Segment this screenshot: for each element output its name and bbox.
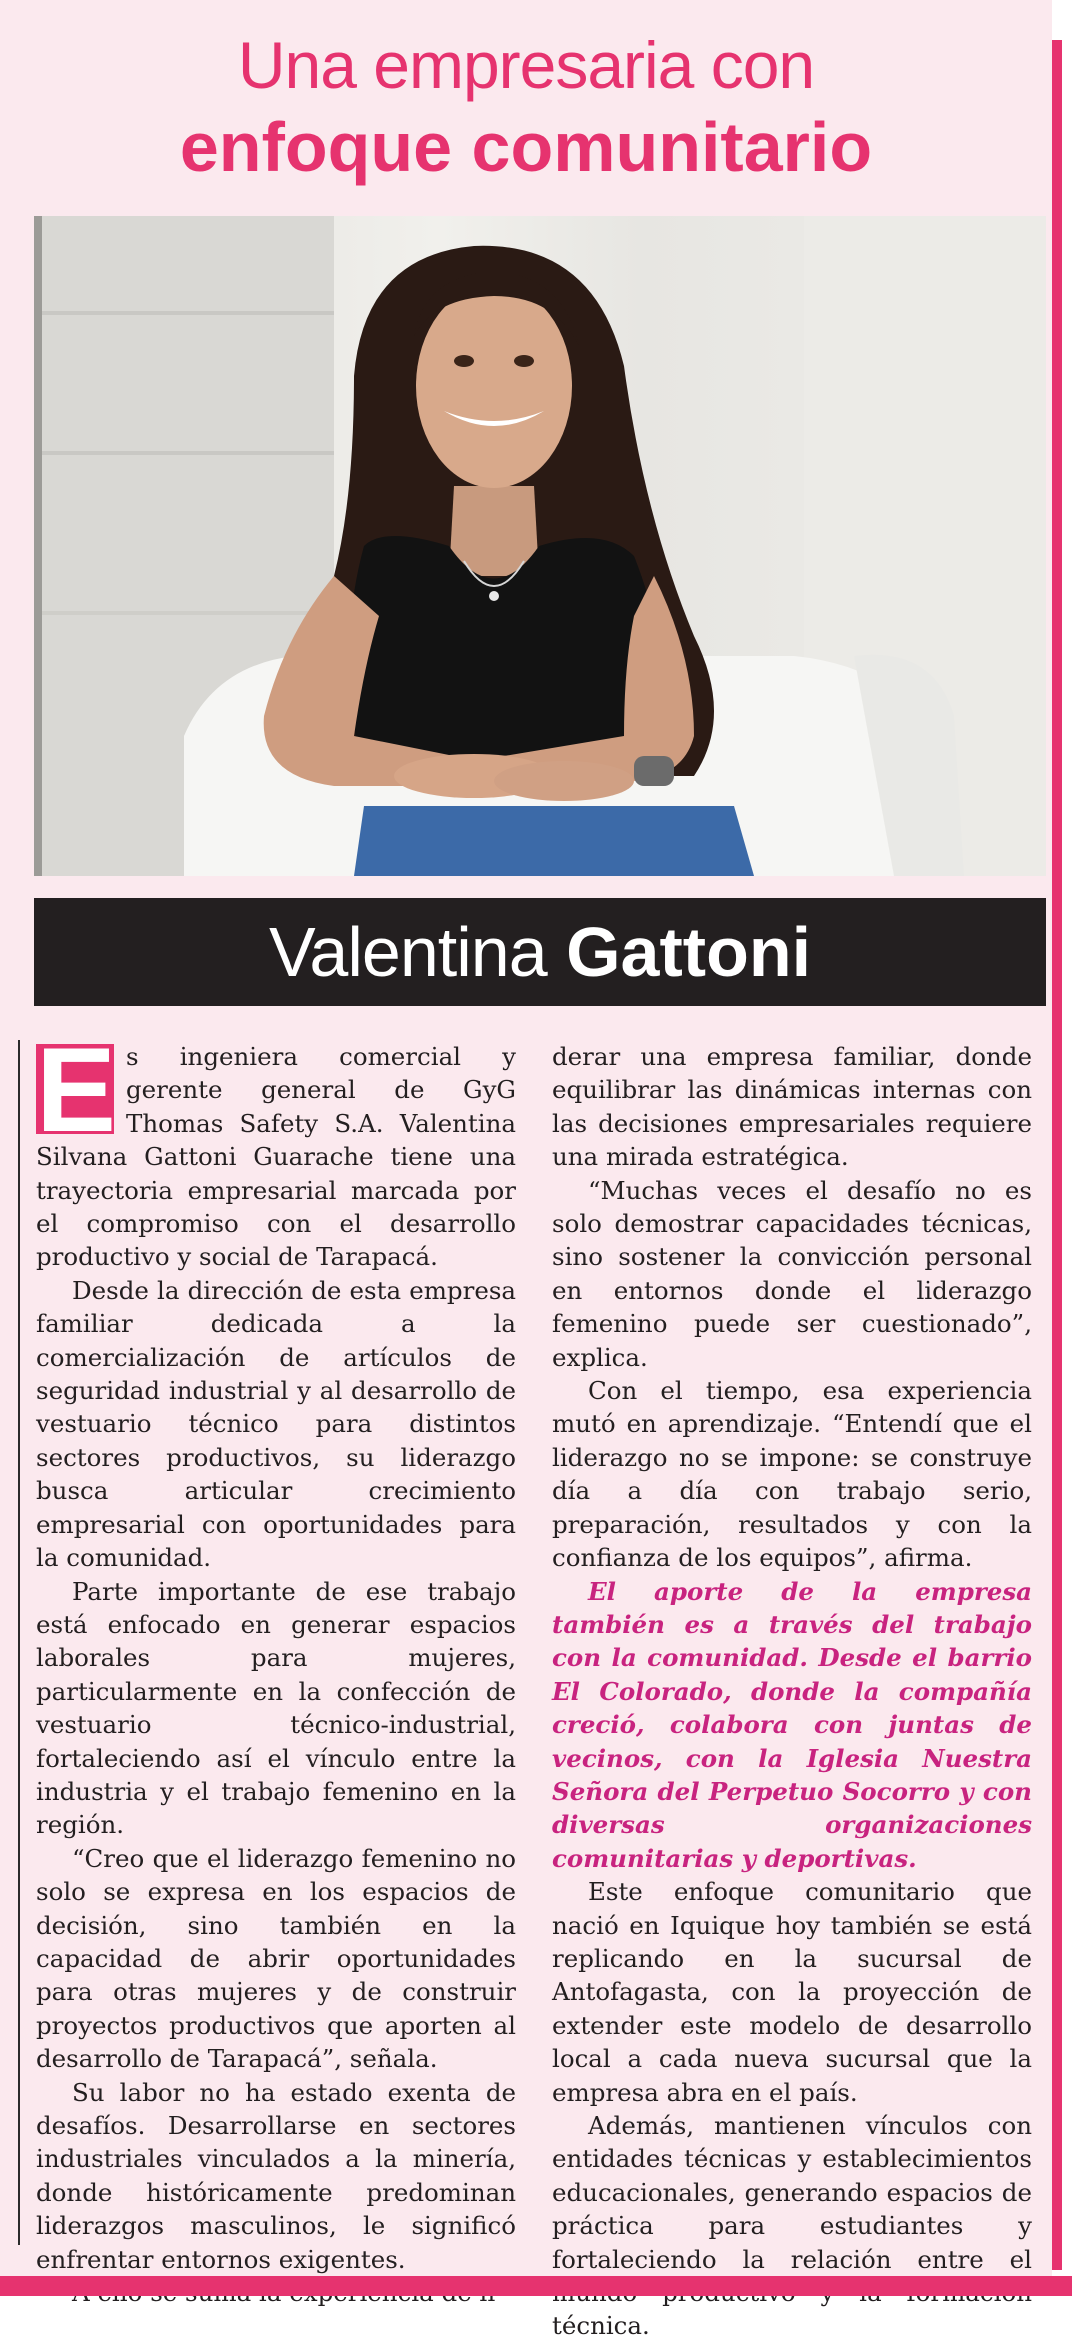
bottom-accent-bar xyxy=(0,2276,1072,2296)
article-paragraph-continuation: derar una empresa familiar, donde equilibrar las dinámicas internas con las decisiones empresariales requiere una mirada estratégica. xyxy=(552,1042,1032,1172)
article-paragraph: “Muchas veces el desafío no es solo demostrar capacidades técnicas, sino sostener la convicción personal en entornos donde el liderazgo femenino puede ser cuestionado”, explica. xyxy=(552,1175,1032,1372)
drop-cap: E xyxy=(36,1023,117,1157)
article-paragraph xyxy=(36,1023,516,1274)
article-paragraph: Además, mantienen vínculos con entidades técnicas y establecimientos educacionales, generando espacios de práctica para estudiantes y fortaleciendo la relación entre el técnica. xyxy=(552,2111,1032,2341)
article-column-right xyxy=(552,1040,1032,2343)
article-paragraph: Con el tiempo, esa experiencia mutó en aprendizaje. “Entendí que el liderazgo no se impone: se construye día a día con trabajo serio, preparación, resultados y con la confianza de los equipos”, afirma. xyxy=(552,1376,1032,1573)
article-column-left xyxy=(36,1023,516,2309)
portrait-photo-icon xyxy=(34,216,1046,876)
article-paragraph: Este enfoque comunitario que nació en Iquique hoy también se está replicando en la sucursal de Antofagasta, con la proyección de extender este modelo de desarrollo local a cada nueva sucursal que la empresa abra en el país. xyxy=(552,1877,1032,2107)
last-name: Gattoni xyxy=(566,913,812,991)
subject-name-bar xyxy=(34,898,1046,1006)
highlight-paragraph: El aporte de la empresa también es a través del trabajo con la comunidad. Desde el barrio El Colorado, donde la compañía creció, colabora con juntas de vecinos, con la Iglesia Nuestra Señora del Perpetuo Socorro y con diversas organizaciones comunitarias y deportivas. xyxy=(552,1576,1032,1873)
headline-line-2: enfoque comunitario xyxy=(179,108,873,186)
column-rule xyxy=(18,1040,20,2245)
headline-line-1: Una empresaria con xyxy=(237,28,815,102)
paragraph-text: s ingeniera comercial y gerente general de GyG Thomas Safety S.A. Valentina Silvana Gattoni Guarache tiene una trayectoria empresarial marcada por el compromiso con el desarrollo productivo y social de Tarapacá. xyxy=(36,1042,516,1272)
article-paragraph: Desde la dirección de esta empresa familiar dedicada a la comercialización de artículos de seguridad industrial y al desarrollo de vestuario técnico para distintos sectores productivos, su liderazgo busca articular crecimiento empresarial con oportunidades para la comunidad. xyxy=(36,1275,516,1573)
article-paragraph: “Creo que el liderazgo femenino no solo se expresa en los espacios de decisión, sino también en la capacidad de abrir oportunidades para otras mujeres y de construir proyectos productivos que aporten al desarrollo de Tarapacá”, señala. xyxy=(36,1843,516,2074)
page-edge-accent xyxy=(1052,40,1062,2270)
article-paragraph: Su labor no ha estado exenta de desafíos. Desarrollarse en sectores industriales vinculados a la minería, donde históricamente predominan liderazgos masculinos, le significó enfrentar entornos exigentes. xyxy=(36,2077,516,2274)
portrait-photo xyxy=(34,216,1046,876)
article-paragraph: Parte importante de ese trabajo está enfocado en generar espacios laborales para mujeres, particularmente en la confección de vestuario técnico-industrial, fortaleciendo así el vínculo entre la industria y el trabajo femenino en la región. xyxy=(36,1576,516,1840)
first-name: Valentina xyxy=(268,913,547,991)
